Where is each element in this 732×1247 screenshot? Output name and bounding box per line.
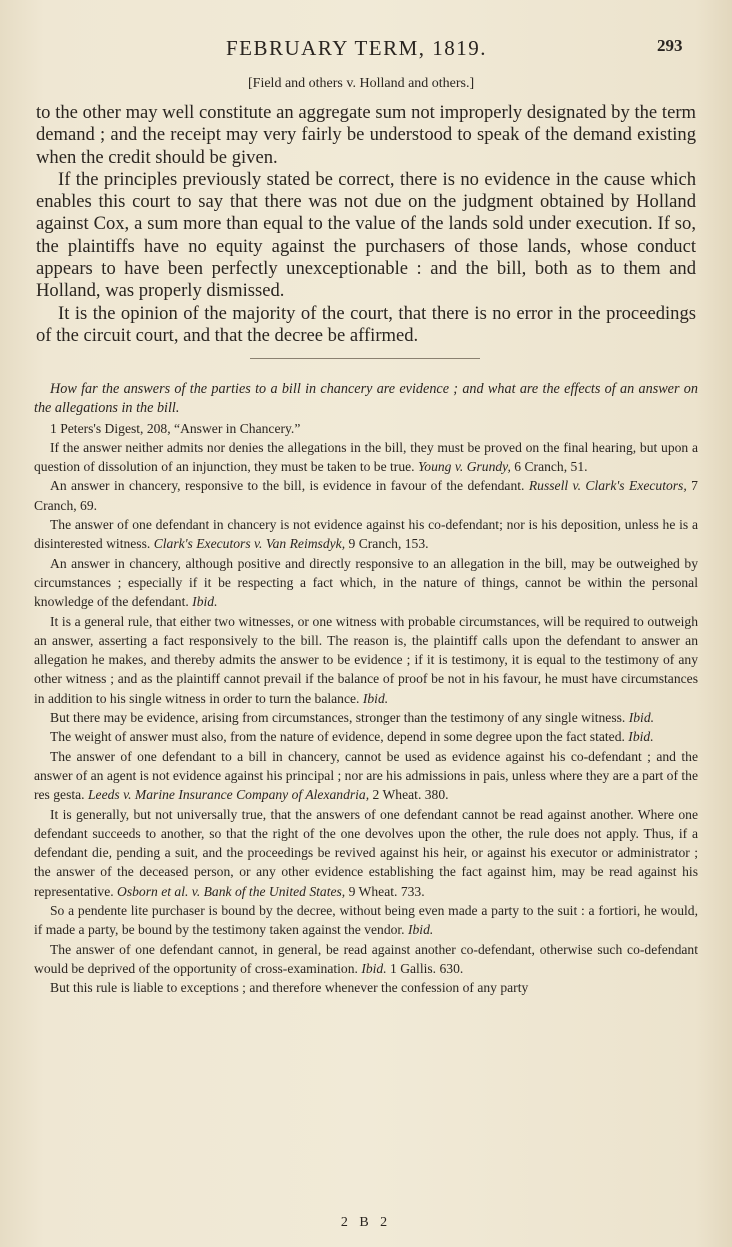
note-paragraph: 1 Peters's Digest, 208, “Answer in Chancery.” (50, 420, 301, 436)
signature-mark: 2 B 2 (340, 1215, 392, 1230)
opinion-paragraph: If the principles previously stated be correct, there is no evidence in the cause which enables this court to say that there was not due on the judgment obtained by Holland against Cox, a sum more than equal to the value of the lands sold under execution. If so, the plaintiffs have no equity against the purchasers of those lands, whose conduct appears to have been perfectly unexceptionable : and the bill, both as to them and Holland, was properly dismissed. (36, 168, 696, 302)
case-citation: Ibid. (628, 729, 654, 745)
note-paragraph: An answer in chancery, although positive and directly responsive to an allegation in the bill, may be outweighed by circumstances ; especially if it be respecting a fact which, in the nature of things, cannot be within the personal knowledge of the defendant. Ibid. (34, 555, 698, 610)
case-citation: Leeds v. Marine Insurance Company of Alexandria, (87, 787, 370, 803)
note-paragraph: The weight of answer must also, from the nature of evidence, depend in some degree upon the fact stated. Ibid. (50, 729, 654, 745)
case-citation: Ibid. (361, 960, 387, 976)
note-paragraph: The answer of one defendant cannot, in general, be read against another co-defendant, otherwise such co-defendant would be deprived of the opportunity of cross-examination. Ibid. 1 Gallis. 630. (34, 941, 698, 976)
case-caption: [Field and others v. Holland and others.] (248, 76, 475, 91)
case-citation: Young v. Grundy, (417, 459, 511, 475)
page-number: 293 (657, 36, 683, 55)
case-citation: Clark's Executors v. Van Reimsdyk, (153, 536, 346, 552)
opinion-paragraph: to the other may well constitute an aggregate sum not improperly designated by the term demand ; and the receipt may very fairly be understood to speak of the demand existing when the credit should be given. (36, 102, 696, 168)
note-paragraph: It is a general rule, that either two witnesses, or one witness with probable circumstances, will be required to outweigh an answer, asserting a fact responsively to the bill. The reason is, the plaintiff calls upon the defendant to answer an allegation he makes, and thereby admits the answer to be evidence ; if it is testimony, it is equal to the testimony of any other witness ; and as the plaintiff cannot prevail if the balance of proof be not in his favour, he must have circumstances in addition to his single witness in order to turn the balance. Ibid. (34, 613, 698, 706)
opinion-text (36, 102, 696, 347)
running-title: FEBRUARY TERM, 1819. (226, 36, 488, 60)
case-citation: Ibid. (628, 710, 655, 726)
case-citation: Ibid. (407, 922, 434, 938)
case-citation: Ibid. (362, 690, 389, 706)
page-header (0, 36, 732, 66)
note-paragraph: If the answer neither admits nor denies the allegations in the bill, they must be proved on the final hearing, but upon a question of dissolution of an injunction, they must be taken to be true. Young v. Grundy, 6 Cranch, 51. (34, 439, 698, 475)
case-citation: Russell v. Clark's Executors, (528, 478, 687, 494)
opinion-paragraph: It is the opinion of the majority of the court, that there is no error in the proceedings of the circuit court, and that the decree be affirmed. (36, 302, 696, 346)
section-divider (250, 358, 480, 359)
annotation-notes (34, 380, 698, 998)
note-paragraph: But this rule is liable to exceptions ; and therefore whenever the confession of any party (50, 980, 529, 996)
note-paragraph: But there may be evidence, arising from circumstances, stronger than the testimony of any single witness. Ibid. (50, 710, 655, 726)
note-heading: How far the answers of the parties to a bill in chancery are evidence ; and what are the effects of an answer on the allegations in the bill. (34, 381, 698, 417)
note-paragraph: An answer in chancery, responsive to the bill, is evidence in favour of the defendant. Russell v. Clark's Executors, 7 Cranch, 69. (34, 478, 698, 513)
case-citation: Ibid. (192, 594, 218, 610)
note-paragraph: It is generally, but not universally true, that the answers of one defendant cannot be read against another. Where one defendant succeeds to another, so that the right of the one devolves upon the other, the rule does not apply. Thus, if a defendant die, pending a suit, and the proceedings be revived against his heir, or against his executor or administrator ; the answer of the deceased person, or any other evidence establishing the fact against him, may be read against his representative. Osborn et al. v. Bank of the United States, 9 Wheat. 733. (34, 806, 698, 899)
note-paragraph: The answer of one defendant to a bill in chancery, cannot be used as evidence against his co-defendant ; and the answer of an agent is not evidence against his principal ; nor are his admissions in pais, unless where they are a part of the res gesta. Leeds v. Marine Insurance Company of Alexandria, 2 Wheat. 380. (34, 748, 699, 803)
case-citation: Osborn et al. v. Bank of the United States, (117, 883, 346, 899)
note-paragraph: So a pendente lite purchaser is bound by the decree, without being even made a party to the suit : a fortiori, he would, if made a party, be bound by the testimony taken against the vendor. Ibid. (34, 903, 698, 938)
note-paragraph: The answer of one defendant in chancery is not evidence against his co-defendant; nor is his deposition, unless he is a disinterested witness. Clark's Executors v. Van Reimsdyk, 9 Cranch, 153. (34, 517, 698, 552)
